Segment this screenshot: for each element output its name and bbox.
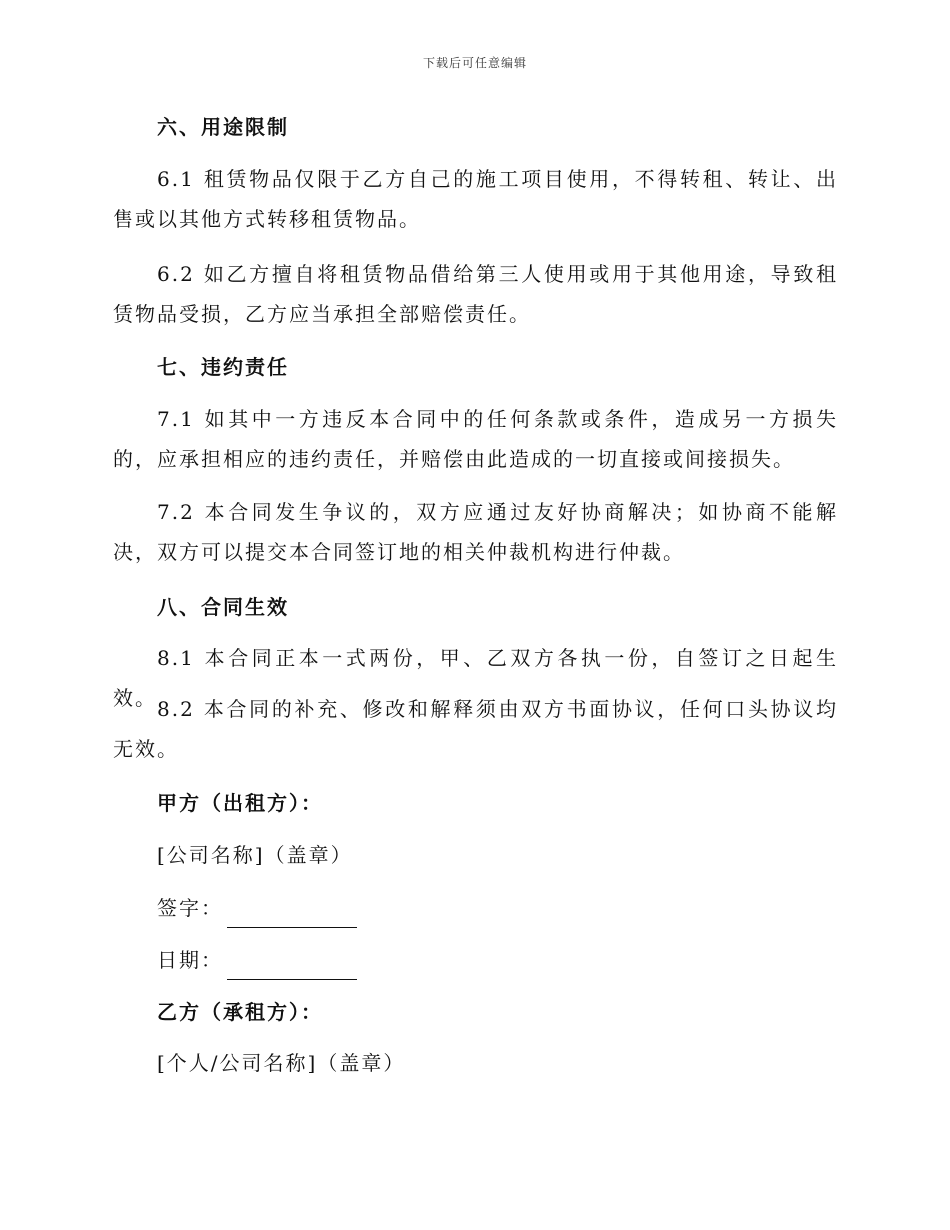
party-a-signature-blank xyxy=(227,905,357,928)
party-a-signature-label: 签字： xyxy=(157,896,223,920)
clause-8-1: 8.1 本合同正本一式两份，甲、乙双方各执一份，自签订之日起生效。 xyxy=(113,646,838,710)
party-b-title: 乙方（承租方）： xyxy=(157,1000,323,1024)
section-8-heading: 八、合同生效 xyxy=(157,595,289,619)
clause-7-2: 7.2 本合同发生争议的，双方应通过友好协商解决；如协商不能解决，双方可以提交本合同签订地的相关仲裁机构进行仲裁。 xyxy=(113,500,838,564)
section-6-heading: 六、用途限制 xyxy=(157,115,289,139)
party-b-company: [个人/公司名称]（盖章） xyxy=(157,1051,406,1075)
section-7-heading: 七、违约责任 xyxy=(157,355,289,379)
party-a-signature-line xyxy=(157,888,882,928)
party-a-date-line xyxy=(157,940,882,980)
party-a-date-blank xyxy=(227,957,357,980)
page-header-note: 下载后可任意编辑 xyxy=(422,56,527,70)
party-a-title: 甲方（出租方）： xyxy=(157,791,323,815)
clause-8-2: 8.2 本合同的补充、修改和解释须由双方书面协议，任何口头协议均无效。 xyxy=(113,697,838,761)
clause-6-2: 6.2 如乙方擅自将租赁物品借给第三人使用或用于其他用途，导致租赁物品受损，乙方应当承担全部赔偿责任。 xyxy=(113,262,838,326)
party-a-company: [公司名称]（盖章） xyxy=(157,843,353,867)
clause-7-1: 7.1 如其中一方违反本合同中的任何条款或条件，造成另一方损失的，应承担相应的违约责任，并赔偿由此造成的一切直接或间接损失。 xyxy=(113,407,838,471)
clause-6-1: 6.1 租赁物品仅限于乙方自己的施工项目使用，不得转租、转让、出售或以其他方式转移租赁物品。 xyxy=(113,167,838,231)
party-a-date-label: 日期： xyxy=(157,948,223,972)
